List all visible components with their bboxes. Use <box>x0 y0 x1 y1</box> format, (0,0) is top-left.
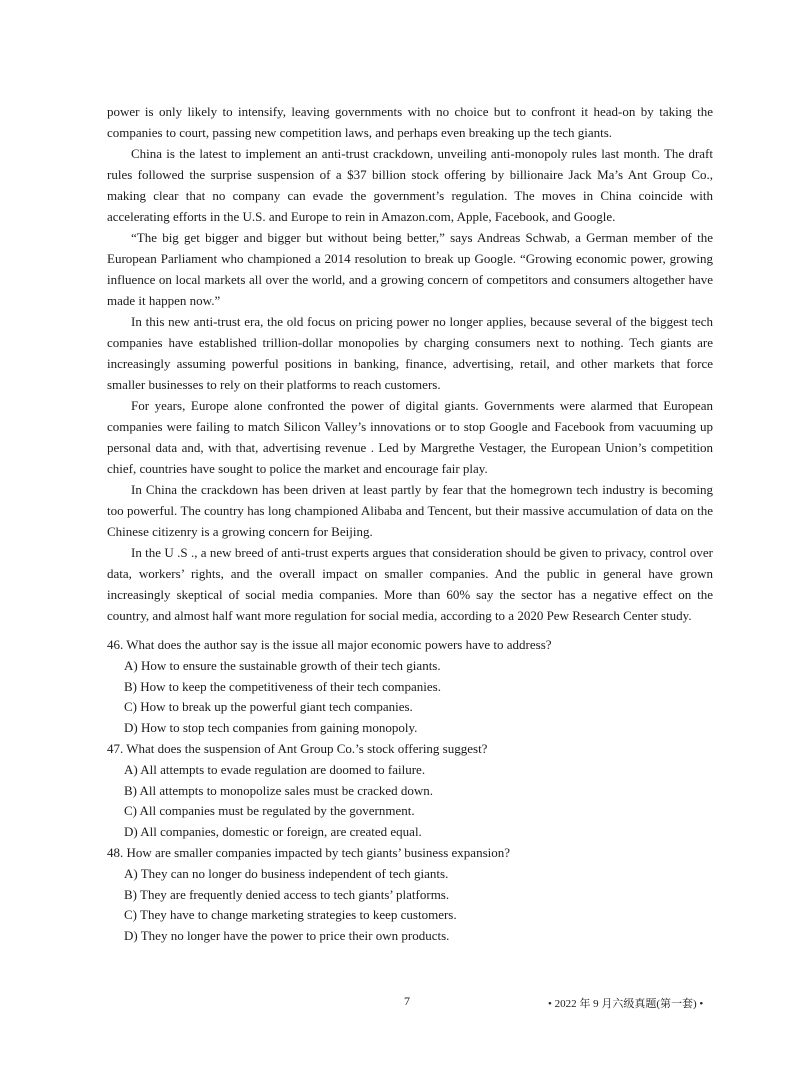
answer-option: D) How to stop tech companies from gaining monopoly. <box>124 720 418 736</box>
question-47 <box>107 739 713 843</box>
reading-passage <box>107 101 713 626</box>
answer-option: B) All attempts to monopolize sales must be cracked down. <box>124 782 434 798</box>
answer-option: B) How to keep the competitiveness of their tech companies. <box>124 678 441 694</box>
exam-tag: • 2022 年 9 月六级真题(第一套) • <box>548 998 704 1010</box>
answer-option: A) All attempts to evade regulation are doomed to failure. <box>124 761 426 777</box>
answer-option: A) They can no longer do business independent of tech giants. <box>124 865 449 881</box>
answer-option: D) All companies, domestic or foreign, are created equal. <box>124 824 422 840</box>
question-stem: 47. What does the suspension of Ant Group Co.’s stock offering suggest? <box>107 740 488 756</box>
page-content <box>107 101 713 947</box>
answer-option: C) How to break up the powerful giant tech companies. <box>124 699 413 715</box>
passage-paragraph: In this new anti-trust era, the old focus on pricing power no longer applies, because several of the biggest tech companies have established trillion-dollar monopolies by charging consumers next to nothing. Tech giants are increasingly assuming powerful positions in banking, finance, advertising, retail, and other markets that force smaller businesses to rely on their platforms to reach customers. <box>107 314 713 392</box>
passage-paragraph: power is only likely to intensify, leaving governments with no choice but to confront it head-on by taking the companies to court, passing new competition laws, and perhaps even breaking up the tech giants. <box>107 104 713 140</box>
passage-paragraph: China is the latest to implement an anti-trust crackdown, unveiling anti-monopoly rules last month. The draft rules followed the surprise suspension of a $37 billion stock offering by billionaire Jack Ma’s Ant Group Co., making clear that no company can evade the government’s regulation. The moves in China coincide with accelerating efforts in the U.S. and Europe to rein in Amazon.com, Apple, Facebook, and Google. <box>107 146 713 224</box>
question-46 <box>107 635 713 739</box>
passage-paragraph: For years, Europe alone confronted the power of digital giants. Governments were alarmed that European companies were failing to match Silicon Valley’s innovations or to stop Google and Facebook from vacuuming up personal data and, with that, advertising revenue . Led by Margrethe Vestager, the European Union’s competition chief, countries have sought to police the market and encourage fair play. <box>107 398 713 476</box>
answer-option: D) They no longer have the power to price their own products. <box>124 928 450 944</box>
question-stem: 48. How are smaller companies impacted by tech giants’ business expansion? <box>107 844 511 860</box>
answer-option: C) They have to change marketing strategies to keep customers. <box>124 907 457 923</box>
page-footer <box>0 994 800 1014</box>
answer-option: B) They are frequently denied access to tech giants’ platforms. <box>124 886 450 902</box>
question-list <box>107 635 713 947</box>
question-stem: 46. What does the author say is the issue all major economic powers have to address? <box>107 637 552 652</box>
question-48 <box>107 843 713 947</box>
passage-paragraph: In China the crackdown has been driven at least partly by fear that the homegrown tech industry is becoming too powerful. The country has long championed Alibaba and Tencent, but their massive accumulation of data on the Chinese citizenry is a growing concern for Beijing. <box>107 482 713 539</box>
page-number: 7 <box>404 994 410 1008</box>
answer-option: C) All companies must be regulated by the government. <box>124 803 415 819</box>
passage-paragraph: “The big get bigger and bigger but without being better,” says Andreas Schwab, a German member of the European Parliament who championed a 2014 resolution to break up Google. “Growing economic power, growing influence on local markets all over the world, and a growing concern of competitors and consumers altogether have made it happen now.” <box>107 230 713 308</box>
passage-paragraph: In the U .S ., a new breed of anti-trust experts argues that consideration should be given to privacy, control over data, workers’ rights, and the overall impact on smaller companies. And the public in general have grown increasingly skeptical of social media companies. More than 60% say the sector has a negative effect on the country, and almost half want more regulation for social media, according to a 2020 Pew Research Center study. <box>107 545 713 623</box>
answer-option: A) How to ensure the sustainable growth of their tech giants. <box>124 657 441 673</box>
